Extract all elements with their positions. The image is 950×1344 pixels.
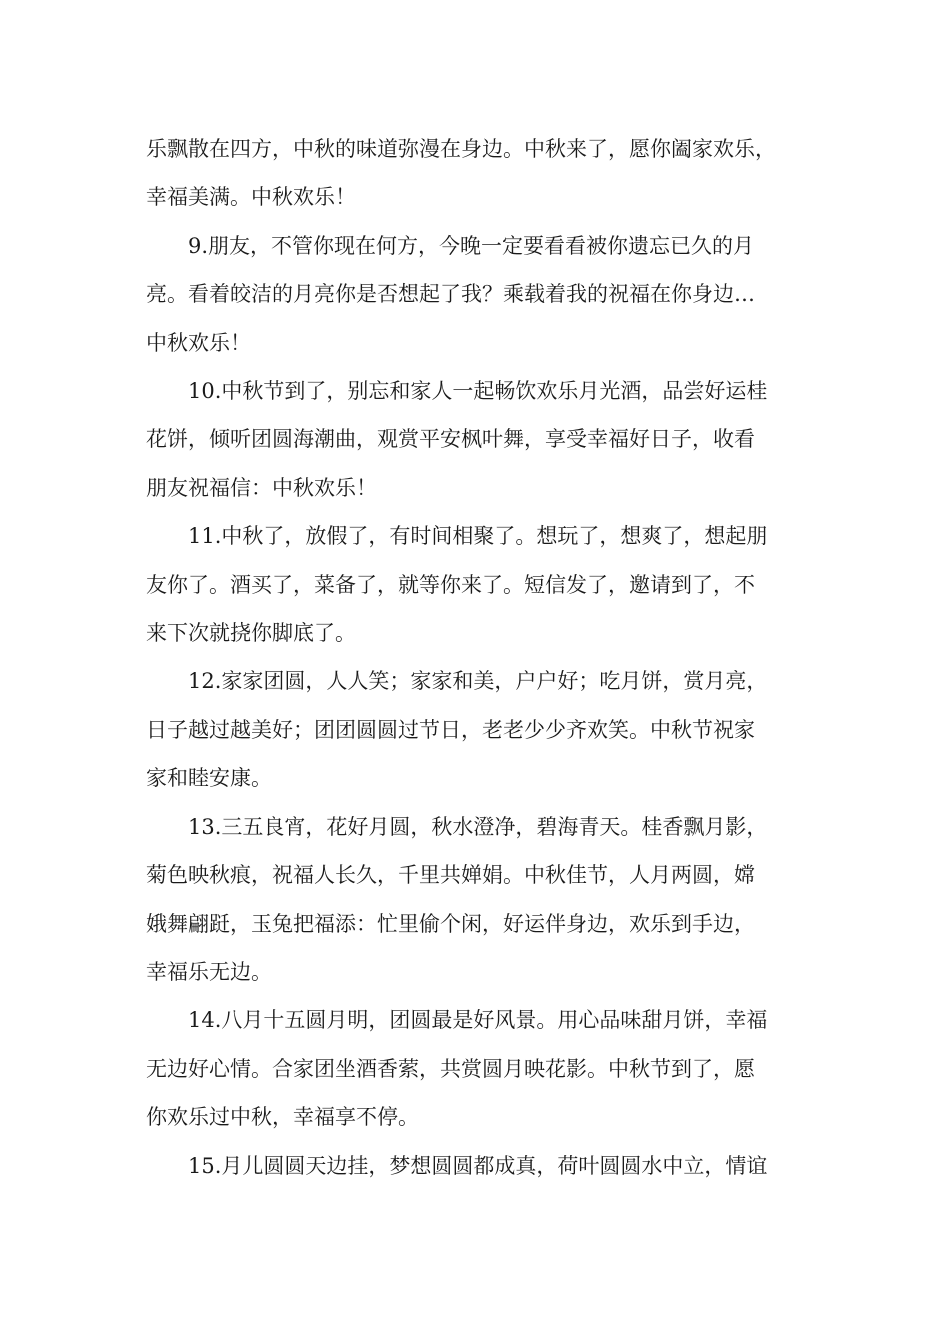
paragraph-item-13: 13.三五良宵，花好月圆，秋水澄净，碧海青天。桂香飘月影， 菊色映秋痕，祝福人长久，千里共婵娟。中秋佳节，人月两圆，嫦 娥舞翩跹，玉兔把福添：忙里偷个闲，好运伴身边，欢乐到手边， 幸福乐无边。: [146, 814, 768, 984]
paragraph-item-11: 11.中秋了，放假了，有时间相聚了。想玩了，想爽了，想起朋 友你了。酒买了，菜备了，就等你来了。短信发了，邀请到了，不 来下次就挠你脚底了。: [146, 524, 768, 646]
paragraph-item-10: 10.中秋节到了，别忘和家人一起畅饮欢乐月光酒，品尝好运桂 花饼，倾听团圆海潮曲，观赏平安枫叶舞，享受幸福好日子，收看 朋友祝福信：中秋欢乐！: [146, 379, 768, 500]
paragraph-continuation: 乐飘散在四方，中秋的味道弥漫在身边。中秋来了，愿你阖家欢乐， 幸福美满。中秋欢乐！: [146, 137, 776, 210]
paragraph-item-15: 15.月儿圆圆天边挂，梦想圆圆都成真，荷叶圆圆水中立，情谊: [188, 1153, 768, 1178]
paragraph-item-12: 12.家家团圆，人人笑；家家和美，户户好；吃月饼，赏月亮， 日子越过越美好；团团圆圆过节日，老老少少齐欢笑。中秋节祝家 家和睦安康。: [146, 669, 768, 791]
paragraph-item-9: 9.朋友，不管你现在何方，今晚一定要看看被你遗忘已久的月 亮。看着皎洁的月亮你是否想起了我？乘载着我的祝福在你身边… 中秋欢乐！: [146, 233, 755, 355]
document-body: [146, 125, 810, 1190]
paragraph-item-14: 14.八月十五圆月明，团圆最是好风景。用心品味甜月饼，幸福 无边好心情。合家团坐酒香萦，共赏圆月映花影。中秋节到了，愿 你欢乐过中秋，幸福享不停。: [146, 1008, 768, 1130]
